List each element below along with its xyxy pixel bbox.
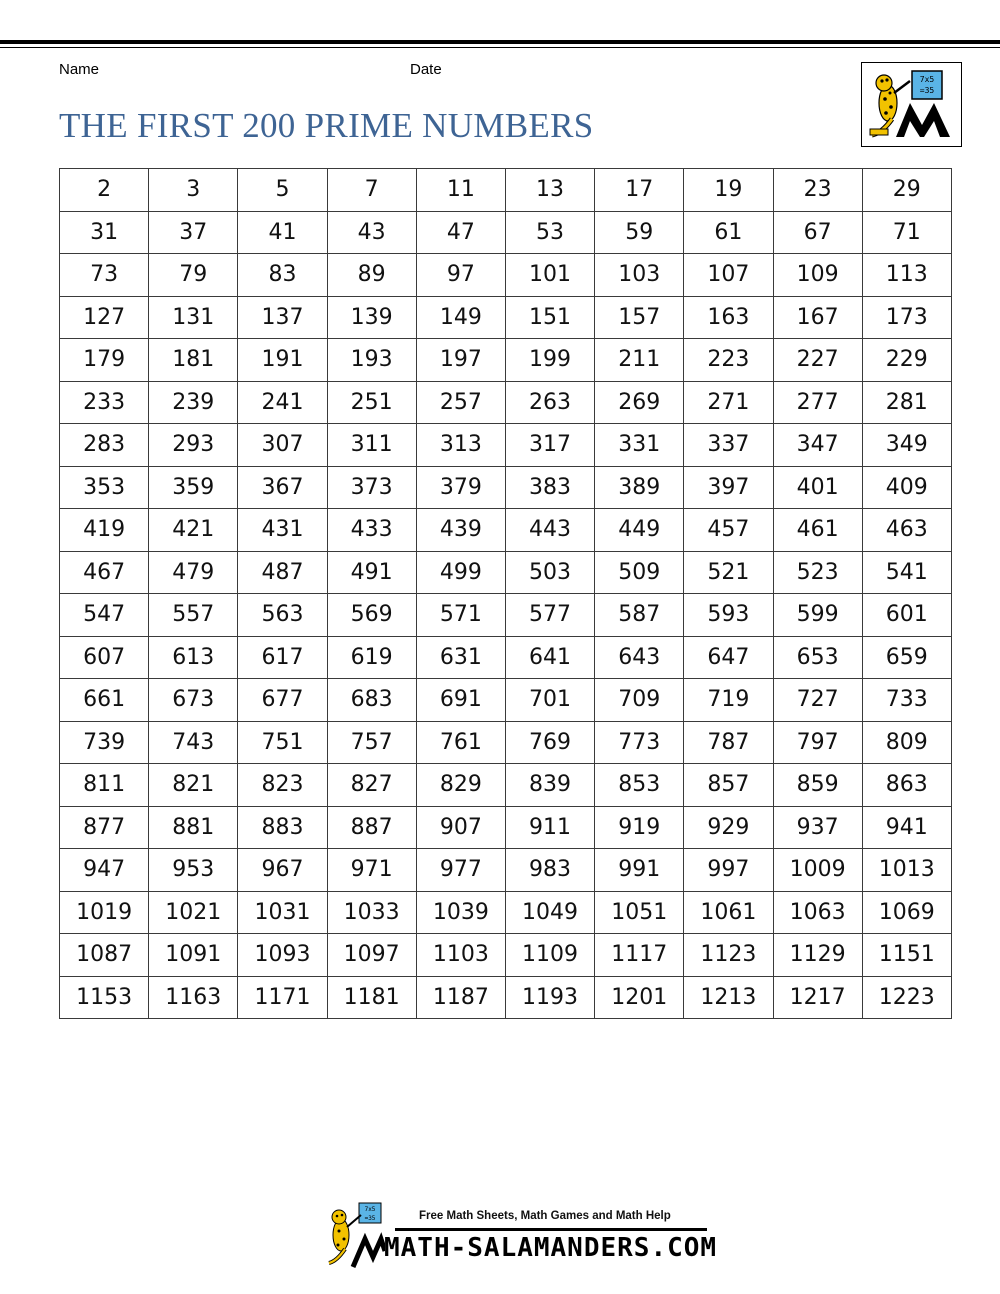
prime-cell: 263 — [505, 381, 594, 424]
prime-cell: 547 — [60, 594, 149, 637]
prime-cell: 1129 — [773, 934, 862, 977]
footer-logo-text-bottom: =35 — [364, 1215, 376, 1222]
prime-cell: 479 — [149, 551, 238, 594]
table-row — [60, 849, 952, 892]
prime-cell: 661 — [60, 679, 149, 722]
prime-cell: 223 — [684, 339, 773, 382]
prime-cell: 773 — [595, 721, 684, 764]
prime-cell: 971 — [327, 849, 416, 892]
prime-cell: 131 — [149, 296, 238, 339]
prime-cell: 281 — [862, 381, 951, 424]
table-row — [60, 296, 952, 339]
footer-logo-text-top: 7x5 — [364, 1206, 376, 1213]
prime-cell: 613 — [149, 636, 238, 679]
prime-cell: 919 — [595, 806, 684, 849]
prime-cell: 113 — [862, 254, 951, 297]
prime-cell: 439 — [416, 509, 505, 552]
footer-salamander-icon — [325, 1201, 385, 1271]
prime-cell: 1117 — [595, 934, 684, 977]
prime-cell: 883 — [238, 806, 327, 849]
prime-cell: 383 — [505, 466, 594, 509]
prime-cell: 197 — [416, 339, 505, 382]
prime-cell: 293 — [149, 424, 238, 467]
prime-cell: 257 — [416, 381, 505, 424]
prime-cell: 163 — [684, 296, 773, 339]
prime-cell: 877 — [60, 806, 149, 849]
prime-cell: 977 — [416, 849, 505, 892]
prime-cell: 947 — [60, 849, 149, 892]
prime-cell: 167 — [773, 296, 862, 339]
prime-cell: 1193 — [505, 976, 594, 1019]
prime-cell: 1097 — [327, 934, 416, 977]
prime-cell: 619 — [327, 636, 416, 679]
prime-cell: 953 — [149, 849, 238, 892]
prime-cell: 859 — [773, 764, 862, 807]
table-row — [60, 381, 952, 424]
prime-cell: 1009 — [773, 849, 862, 892]
prime-cell: 461 — [773, 509, 862, 552]
prime-cell: 719 — [684, 679, 773, 722]
prime-cell: 701 — [505, 679, 594, 722]
prime-cell: 109 — [773, 254, 862, 297]
prime-cell: 487 — [238, 551, 327, 594]
table-row — [60, 976, 952, 1019]
prime-cell: 59 — [595, 211, 684, 254]
prime-cell: 13 — [505, 169, 594, 212]
prime-cell: 1069 — [862, 891, 951, 934]
prime-cell: 1187 — [416, 976, 505, 1019]
table-row — [60, 679, 952, 722]
prime-cell: 373 — [327, 466, 416, 509]
prime-cell: 593 — [684, 594, 773, 637]
table-row — [60, 169, 952, 212]
prime-cell: 353 — [60, 466, 149, 509]
prime-cell: 463 — [862, 509, 951, 552]
prime-cell: 41 — [238, 211, 327, 254]
table-row — [60, 339, 952, 382]
prime-cell: 587 — [595, 594, 684, 637]
prime-cell: 227 — [773, 339, 862, 382]
prime-cell: 691 — [416, 679, 505, 722]
prime-cell: 1223 — [862, 976, 951, 1019]
prime-cell: 29 — [862, 169, 951, 212]
prime-cell: 653 — [773, 636, 862, 679]
prime-cell: 139 — [327, 296, 416, 339]
prime-cell: 641 — [505, 636, 594, 679]
prime-cell: 941 — [862, 806, 951, 849]
prime-cell: 53 — [505, 211, 594, 254]
logo-text-bottom: =35 — [919, 86, 935, 95]
table-row — [60, 721, 952, 764]
prime-cell: 1031 — [238, 891, 327, 934]
prime-cell: 1163 — [149, 976, 238, 1019]
prime-cell: 991 — [595, 849, 684, 892]
prime-cell: 857 — [684, 764, 773, 807]
prime-cell: 349 — [862, 424, 951, 467]
prime-cell: 67 — [773, 211, 862, 254]
prime-cell: 409 — [862, 466, 951, 509]
prime-cell: 151 — [505, 296, 594, 339]
prime-cell: 1093 — [238, 934, 327, 977]
prime-cell: 179 — [60, 339, 149, 382]
prime-cell: 233 — [60, 381, 149, 424]
prime-cell: 103 — [595, 254, 684, 297]
prime-cell: 509 — [595, 551, 684, 594]
prime-cell: 191 — [238, 339, 327, 382]
prime-cell: 1013 — [862, 849, 951, 892]
table-row — [60, 551, 952, 594]
prime-cell: 61 — [684, 211, 773, 254]
prime-cell: 757 — [327, 721, 416, 764]
prime-cell: 1087 — [60, 934, 149, 977]
prime-cell: 331 — [595, 424, 684, 467]
prime-cell: 829 — [416, 764, 505, 807]
table-row — [60, 891, 952, 934]
prime-cell: 769 — [505, 721, 594, 764]
prime-cell: 491 — [327, 551, 416, 594]
prime-cell: 743 — [149, 721, 238, 764]
prime-cell: 1063 — [773, 891, 862, 934]
prime-cell: 797 — [773, 721, 862, 764]
prime-cell: 881 — [149, 806, 238, 849]
prime-cell: 521 — [684, 551, 773, 594]
prime-cell: 31 — [60, 211, 149, 254]
prime-cell: 787 — [684, 721, 773, 764]
prime-cell: 283 — [60, 424, 149, 467]
prime-cell: 397 — [684, 466, 773, 509]
prime-cell: 17 — [595, 169, 684, 212]
prime-cell: 389 — [595, 466, 684, 509]
prime-cell: 647 — [684, 636, 773, 679]
prime-cell: 19 — [684, 169, 773, 212]
prime-cell: 137 — [238, 296, 327, 339]
prime-cell: 1033 — [327, 891, 416, 934]
prime-cell: 43 — [327, 211, 416, 254]
prime-cell: 659 — [862, 636, 951, 679]
prime-cell: 1201 — [595, 976, 684, 1019]
prime-cell: 23 — [773, 169, 862, 212]
table-row — [60, 594, 952, 637]
prime-cell: 1051 — [595, 891, 684, 934]
prime-cell: 449 — [595, 509, 684, 552]
footer-rule — [395, 1228, 707, 1231]
name-label: Name — [59, 61, 100, 78]
logo-text-top: 7x5 — [919, 75, 935, 84]
prime-cell: 229 — [862, 339, 951, 382]
prime-cell: 503 — [505, 551, 594, 594]
prime-cell: 251 — [327, 381, 416, 424]
prime-cell: 499 — [416, 551, 505, 594]
prime-cell: 727 — [773, 679, 862, 722]
prime-cell: 821 — [149, 764, 238, 807]
prime-cell: 733 — [862, 679, 951, 722]
prime-cell: 739 — [60, 721, 149, 764]
prime-cell: 97 — [416, 254, 505, 297]
prime-cell: 541 — [862, 551, 951, 594]
table-row — [60, 806, 952, 849]
prime-cell: 47 — [416, 211, 505, 254]
table-row — [60, 466, 952, 509]
table-row — [60, 509, 952, 552]
prime-cell: 359 — [149, 466, 238, 509]
prime-cell: 683 — [327, 679, 416, 722]
prime-cell: 631 — [416, 636, 505, 679]
prime-cell: 1091 — [149, 934, 238, 977]
table-row — [60, 636, 952, 679]
prime-cell: 193 — [327, 339, 416, 382]
prime-cell: 677 — [238, 679, 327, 722]
prime-cell: 241 — [238, 381, 327, 424]
salamander-logo — [861, 62, 962, 147]
prime-cell: 1103 — [416, 934, 505, 977]
prime-cell: 107 — [684, 254, 773, 297]
prime-cell: 673 — [149, 679, 238, 722]
page-title: THE FIRST 200 PRIME NUMBERS — [59, 106, 594, 145]
prime-cell: 1061 — [684, 891, 773, 934]
prime-cell: 1217 — [773, 976, 862, 1019]
prime-cell: 11 — [416, 169, 505, 212]
prime-cell: 1213 — [684, 976, 773, 1019]
prime-cell: 557 — [149, 594, 238, 637]
prime-cell: 269 — [595, 381, 684, 424]
prime-cell: 1021 — [149, 891, 238, 934]
prime-cell: 317 — [505, 424, 594, 467]
prime-cell: 967 — [238, 849, 327, 892]
prime-cell: 347 — [773, 424, 862, 467]
prime-cell: 1039 — [416, 891, 505, 934]
prime-cell: 823 — [238, 764, 327, 807]
prime-cell: 617 — [238, 636, 327, 679]
prime-cell: 181 — [149, 339, 238, 382]
prime-cell: 1049 — [505, 891, 594, 934]
prime-cell: 71 — [862, 211, 951, 254]
prime-cell: 199 — [505, 339, 594, 382]
prime-cell: 239 — [149, 381, 238, 424]
footer-site-name: MATH-SALAMANDERS.COM — [384, 1233, 718, 1263]
prime-cell: 1181 — [327, 976, 416, 1019]
table-row — [60, 934, 952, 977]
table-row — [60, 424, 952, 467]
prime-cell: 601 — [862, 594, 951, 637]
prime-cell: 1109 — [505, 934, 594, 977]
prime-cell: 997 — [684, 849, 773, 892]
table-row — [60, 764, 952, 807]
prime-cell: 839 — [505, 764, 594, 807]
prime-cell: 761 — [416, 721, 505, 764]
prime-cell: 431 — [238, 509, 327, 552]
prime-cell: 607 — [60, 636, 149, 679]
prime-cell: 643 — [595, 636, 684, 679]
prime-cell: 149 — [416, 296, 505, 339]
prime-cell: 443 — [505, 509, 594, 552]
prime-cell: 911 — [505, 806, 594, 849]
prime-cell: 983 — [505, 849, 594, 892]
table-row — [60, 211, 952, 254]
prime-cell: 83 — [238, 254, 327, 297]
prime-cell: 563 — [238, 594, 327, 637]
prime-cell: 523 — [773, 551, 862, 594]
prime-cell: 937 — [773, 806, 862, 849]
top-rule — [0, 40, 1000, 44]
prime-cell: 827 — [327, 764, 416, 807]
prime-cell: 173 — [862, 296, 951, 339]
prime-cell: 313 — [416, 424, 505, 467]
prime-cell: 401 — [773, 466, 862, 509]
prime-cell: 571 — [416, 594, 505, 637]
prime-cell: 101 — [505, 254, 594, 297]
prime-cell: 709 — [595, 679, 684, 722]
prime-cell: 853 — [595, 764, 684, 807]
prime-cell: 599 — [773, 594, 862, 637]
prime-cell: 89 — [327, 254, 416, 297]
footer-tagline: Free Math Sheets, Math Games and Math Help — [419, 1210, 671, 1222]
prime-cell: 7 — [327, 169, 416, 212]
prime-numbers-table — [59, 168, 952, 1019]
prime-cell: 271 — [684, 381, 773, 424]
date-label: Date — [410, 61, 442, 78]
prime-cell: 809 — [862, 721, 951, 764]
prime-cell: 337 — [684, 424, 773, 467]
prime-cell: 887 — [327, 806, 416, 849]
prime-cell: 1123 — [684, 934, 773, 977]
prime-cell: 751 — [238, 721, 327, 764]
salamander-logo-icon — [862, 63, 961, 146]
prime-cell: 2 — [60, 169, 149, 212]
prime-cell: 907 — [416, 806, 505, 849]
prime-cell: 311 — [327, 424, 416, 467]
prime-cell: 457 — [684, 509, 773, 552]
prime-cell: 127 — [60, 296, 149, 339]
prime-cell: 1019 — [60, 891, 149, 934]
top-rule-thin — [0, 47, 1000, 48]
prime-cell: 79 — [149, 254, 238, 297]
prime-cell: 3 — [149, 169, 238, 212]
prime-cell: 1151 — [862, 934, 951, 977]
prime-cell: 929 — [684, 806, 773, 849]
prime-cell: 367 — [238, 466, 327, 509]
prime-cell: 307 — [238, 424, 327, 467]
prime-cell: 419 — [60, 509, 149, 552]
prime-cell: 863 — [862, 764, 951, 807]
prime-cell: 811 — [60, 764, 149, 807]
prime-cell: 1153 — [60, 976, 149, 1019]
prime-cell: 421 — [149, 509, 238, 552]
prime-cell: 5 — [238, 169, 327, 212]
prime-cell: 577 — [505, 594, 594, 637]
prime-cell: 211 — [595, 339, 684, 382]
prime-cell: 433 — [327, 509, 416, 552]
prime-cell: 277 — [773, 381, 862, 424]
prime-cell: 379 — [416, 466, 505, 509]
prime-cell: 1171 — [238, 976, 327, 1019]
prime-cell: 73 — [60, 254, 149, 297]
prime-cell: 467 — [60, 551, 149, 594]
prime-cell: 569 — [327, 594, 416, 637]
prime-cell: 37 — [149, 211, 238, 254]
table-row — [60, 254, 952, 297]
prime-cell: 157 — [595, 296, 684, 339]
